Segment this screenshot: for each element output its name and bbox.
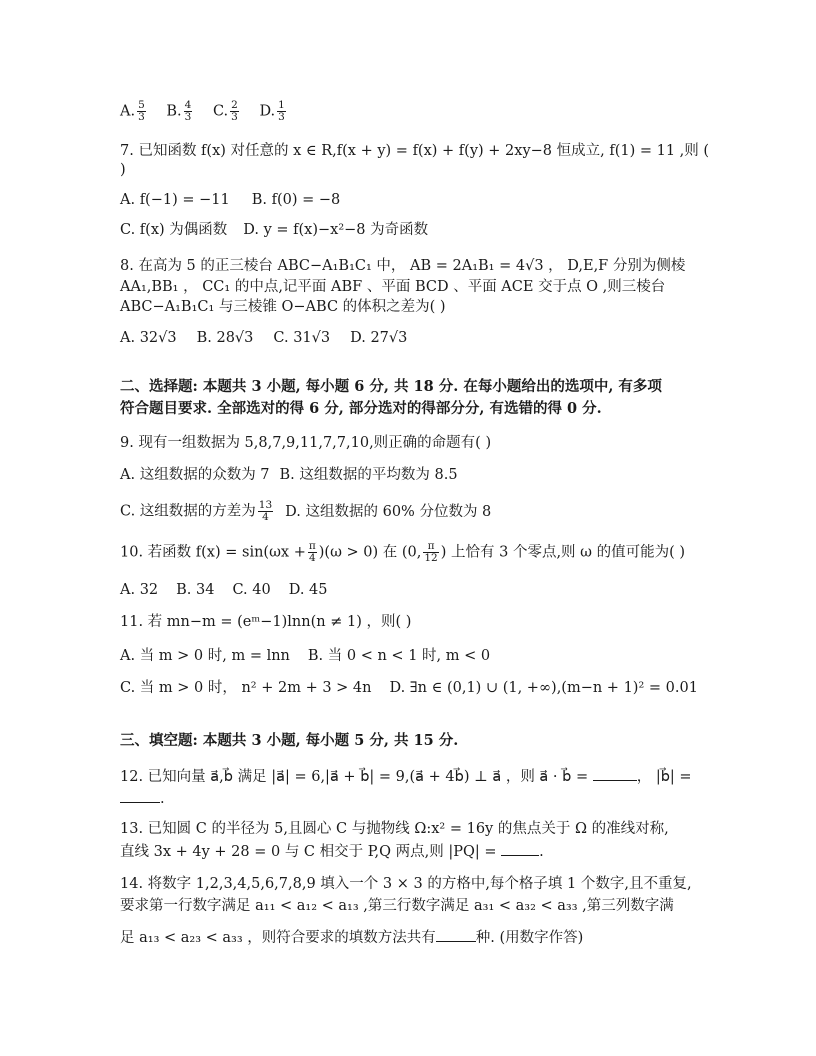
q10-stem [120,541,685,564]
q6-option-b-denominator: 3 [184,111,192,123]
q8-option-c: C. 31√3 [273,330,331,346]
q9-options-row-2 [120,500,505,523]
q10-fraction-pi-over-4 [308,541,317,564]
q13-stem-line-1: 13. 已知圆 C 的半径为 5,且圆心 C 与抛物线 Ω:x² = 16y 的焦点关于 Ω 的准线对称, [120,821,669,837]
q6-option-c-fraction [230,100,239,123]
q11-options-row-1 [120,646,504,666]
q6-option-d-denominator: 3 [278,111,285,123]
q10-fraction-2-denominator: 12 [424,552,438,564]
q6-option-a-denominator: 3 [138,111,145,123]
q11-stem: 11. 若 mn−m = (eᵐ−1)lnn(n ≠ 1) ，则( ) [120,614,412,630]
q14-stem-part-2: 种. (用数字作答) [475,930,584,946]
q10-stem-part-1: 10. 若函数 f(x) = sin(ωx + [120,544,306,561]
q14-stem-line-2: 要求第一行数字满足 a₁₁ < a₁₂ < a₁₃ ,第三行数字满足 a₃₁ < a₃₂ < a₃₃ ,第三列数字满 [120,898,674,914]
q8-option-b: B. 28√3 [196,330,254,346]
q13-stem-part-1: 直线 3x + 4y + 28 = 0 与 C 相交于 P,Q 两点,则 |PQ| = [120,844,497,860]
q6-option-a-label: A. [120,103,136,120]
q8-stem-line-2: AA₁,BB₁ ， CC₁ 的中点,记平面 ABF 、平面 BCD 、平面 ACE 交于点 O ,则三棱台 [120,279,666,295]
q10-stem-part-3: ) 上恰有 3 个零点,则 ω 的值可能为( ) [440,544,686,561]
q14-stem-part-1: 足 a₁₃ < a₂₃ < a₃₃ ，则符合要求的填数方法共有 [120,930,436,946]
q13-answer-blank[interactable] [501,841,539,856]
q6-option-b-fraction [184,100,193,123]
q9-option-a: A. 这组数据的众数为 7 [120,467,270,483]
q6-option-a-numerator: 5 [138,99,145,111]
q10-options [120,580,342,600]
q12-stem-line-1 [120,766,692,787]
q13-stem-end: . [539,844,544,860]
q12-stem-part-1: 12. 已知向量 a⃗,b⃗ 满足 |a⃗| = 6,|a⃗ + b⃗| = 9,(a⃗ + 4b⃗) ⊥ a⃗ ，则 a⃗ · b⃗ = [120,769,589,785]
q12-stem-part-2: ， |b⃗| = [636,769,692,785]
q6-option-c [213,100,241,123]
q6-option-b [166,100,194,123]
q11-option-d: D. ∃n ∈ (0,1) ∪ (1, +∞),(m−n + 1)² = 0.01 [389,680,698,696]
section-2-heading-line-1: 二、选择题: 本题共 3 小题, 每小题 6 分, 共 18 分. 在每小题给出的选项中, 有多项 [120,378,662,395]
q10-option-a: A. 32 [120,582,159,598]
q6-option-c-denominator: 3 [231,111,238,123]
q10-fraction-1-numerator: π [308,540,316,552]
q8-stem-line-1: 8. 在高为 5 的正三棱台 ABC−A₁B₁C₁ 中， AB = 2A₁B₁ = 4√3 ， D,E,F 分别为侧棱 [120,258,686,274]
q9-option-d: D. 这组数据的 60% 分位数为 8 [285,503,492,520]
q6-option-b-numerator: 4 [184,99,192,111]
q10-option-c: C. 40 [232,582,271,598]
q8-options [120,328,421,348]
q6-option-a [120,100,148,123]
q11-option-b: B. 当 0 < n < 1 时, m < 0 [307,648,491,664]
q11-options-row-2 [120,678,712,698]
q10-option-d: D. 45 [288,582,328,598]
q9-stem: 9. 现有一组数据为 5,8,7,9,11,7,7,10,则正确的命题有( ) [120,435,492,451]
q9-option-c-denominator: 4 [262,511,269,523]
q6-option-c-numerator: 2 [231,99,238,111]
q6-option-d-numerator: 1 [278,99,285,111]
q14-stem-line-1: 14. 将数字 1,2,3,4,5,6,7,8,9 填入一个 3 × 3 的方格中,每个格子填 1 个数字,且不重复, [120,876,692,892]
q12-answer-blank-2[interactable] [120,788,160,803]
q12-answer-blank-1[interactable] [593,766,637,781]
q7-options-row-1 [120,190,354,210]
q7-stem-line-2: ) [120,162,126,178]
q8-option-a: A. 32√3 [120,330,177,346]
q9-options-row-1 [120,465,472,485]
q12-stem-line-2 [120,788,165,809]
q8-stem-line-3: ABC−A₁B₁C₁ 与三棱锥 O−ABC 的体积之差为( ) [120,299,446,315]
q9-option-c-fraction [258,500,273,523]
q6-option-c-label: C. [212,103,229,120]
section-2-heading-line-2: 符合题目要求. 全部选对的得 6 分, 部分选对的得部分分, 有选错的得 0 分. [120,400,602,417]
q9-option-c-numerator: 13 [258,499,273,511]
q9-option-b: B. 这组数据的平均数为 8.5 [279,467,458,483]
q7-option-a: A. f(−1) = −11 [120,192,230,208]
q7-option-c: C. f(x) 为偶函数 [120,222,228,238]
q6-option-b-label: B. [166,103,182,120]
q10-fraction-pi-over-12 [423,541,438,564]
q9-option-c-text: C. 这组数据的方差为 [120,503,256,520]
q7-option-d: D. y = f(x)−x²−8 为奇函数 [243,222,429,238]
q6-option-d-fraction [277,100,286,123]
section-3-heading: 三、填空题: 本题共 3 小题, 每小题 5 分, 共 15 分. [120,732,459,749]
q6-option-a-fraction [137,100,146,123]
q14-answer-blank[interactable] [436,927,476,942]
q7-options-row-2 [120,220,442,240]
q7-stem-line-1: 7. 已知函数 f(x) 对任意的 x ∈ R,f(x + y) = f(x) + f(y) + 2xy−8 恒成立, f(1) = 11 ,则 ( [120,143,710,159]
q10-fraction-2-numerator: π [423,541,438,553]
q14-stem-line-3 [120,927,583,948]
q8-option-d: D. 27√3 [350,330,408,346]
q13-stem-line-2 [120,841,544,862]
q6-options [120,100,302,123]
q11-option-c: C. 当 m > 0 时， n² + 2m + 3 > 4n [120,680,372,696]
q6-option-d-label: D. [259,103,276,120]
q12-stem-end: . [160,791,165,807]
q11-option-a: A. 当 m > 0 时, m = lnn [120,648,290,664]
q6-option-d [259,100,287,123]
q10-fraction-1-denominator: 4 [308,552,316,564]
q10-option-b: B. 34 [176,582,215,598]
q7-option-b: B. f(0) = −8 [251,192,341,208]
q10-stem-part-2: )(ω > 0) 在 (0, [318,544,422,561]
q9-option-c [120,500,275,523]
